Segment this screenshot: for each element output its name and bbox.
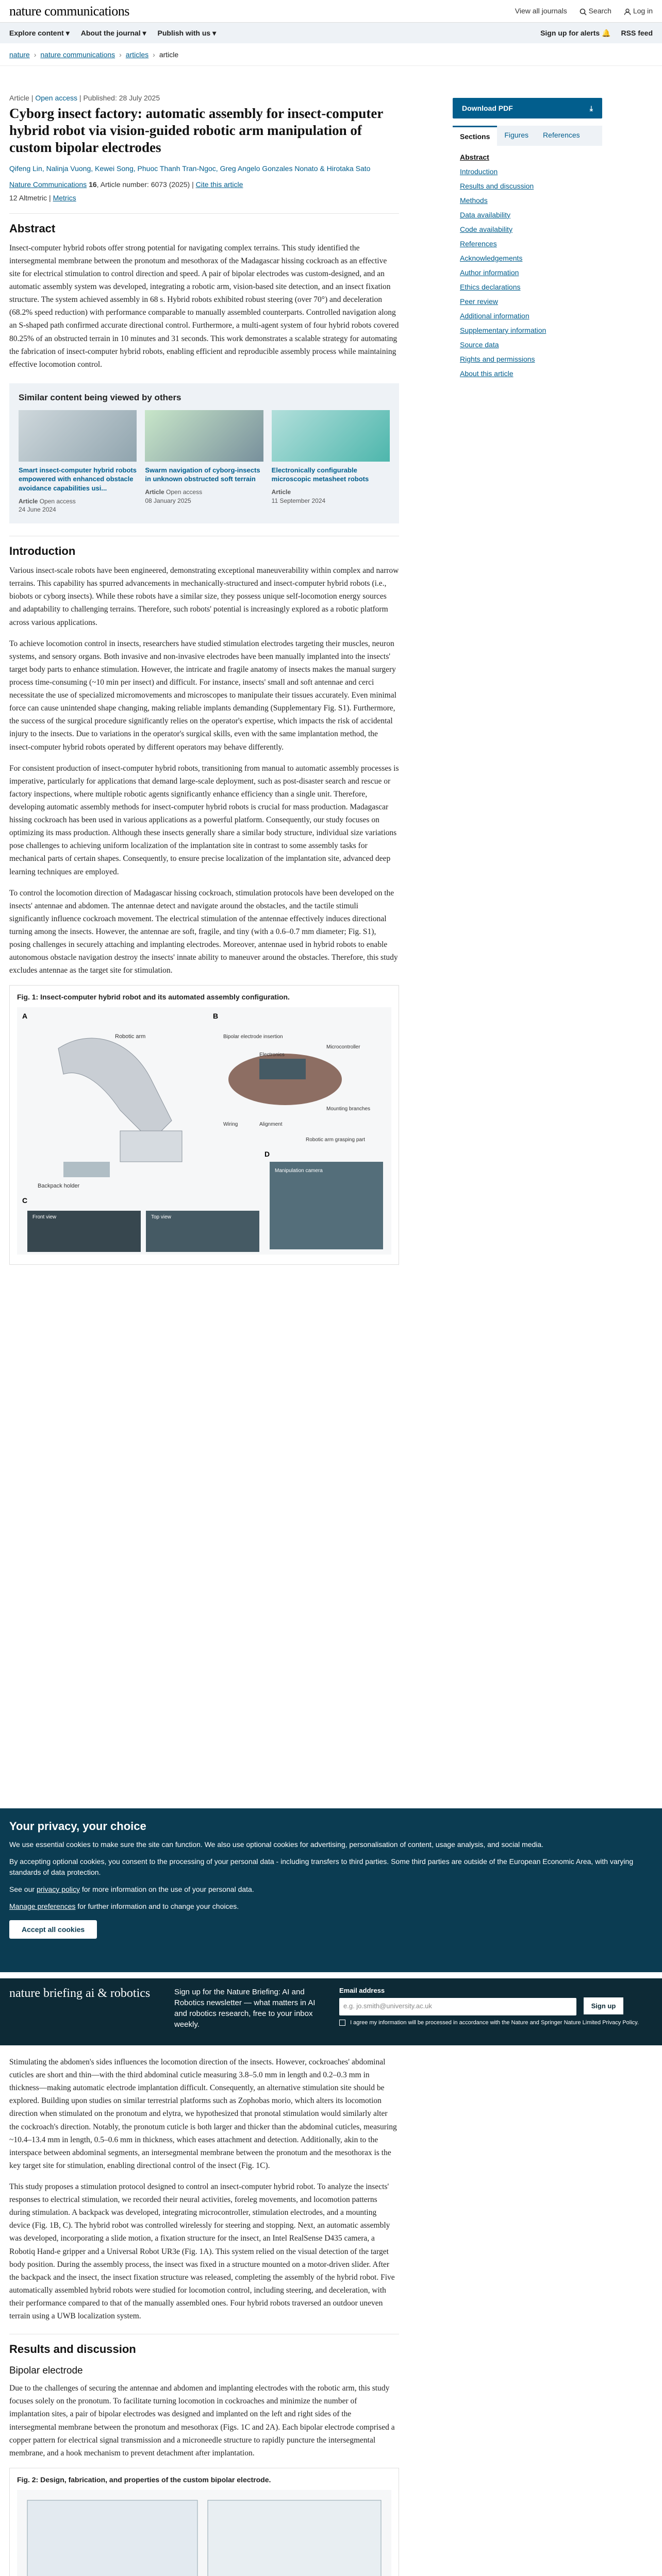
toc-item[interactable]: Ethics declarations xyxy=(460,283,521,291)
breadcrumb-separator: › xyxy=(119,50,122,59)
toc-item[interactable]: Author information xyxy=(460,268,519,277)
similar-thumbnail xyxy=(19,410,137,462)
volume-number: 16 xyxy=(89,180,97,189)
fig1-label: C xyxy=(22,1196,28,1205)
similar-thumbnail xyxy=(272,410,390,462)
nav-publish-with-us-label: Publish with us xyxy=(157,28,211,37)
fig1-label: Robotic arm grasping part xyxy=(306,1137,366,1143)
tab-figures[interactable]: Figures xyxy=(504,131,529,139)
breadcrumb-separator: › xyxy=(153,50,155,59)
manage-preferences-link[interactable]: Manage preferences xyxy=(9,1902,76,1910)
figure-2-caption[interactable]: Fig. 2: Design, fabrication, and properties of the custom bipolar electrode. xyxy=(17,2475,271,2484)
similar-type: Article xyxy=(145,488,164,496)
similar-card[interactable] xyxy=(145,410,263,514)
intro-paragraph: Stimulating the abdomen's sides influences the locomotion direction of the insects. However, cockroaches' abdominal cuticles are short and thin—with the third abdominal cuticle measuring 3.8–5.0 mm in length and 0.2–0.3 mm in thickness—making automatic electrode implantation difficult. Consequently, an alternative stimulation site should be explored. Building upon studies on similar terrestrial platforms such as Zophobas morio, which alters its locomotion direction when stimulated on the pronotum and elytra, we hypothesized that pronotal stimulation would similarly alter the cockroach's direction. Notably, the pronotum cuticle is both larger and thicker than the abdominal cuticles, measuring ~10.4–13.4 mm in length, 0.5–0.6 mm in thickness, which eases attachment and detection. Additionally, akin to the interspace between abdominal segments, an intersegmental membrane between the pronotum and the mesothorax is the key target site for stimulation, enabling directional control of the insect (Fig. 1C). xyxy=(9,2058,397,2170)
similar-thumbnail xyxy=(145,410,263,462)
toc-item[interactable]: Abstract xyxy=(460,153,489,161)
article-number: Article number: 6073 (2025) xyxy=(100,180,190,189)
fig1-label: Robotic arm xyxy=(115,1033,146,1040)
breadcrumb-nature[interactable]: nature xyxy=(9,50,30,59)
fig1-label: Wiring xyxy=(223,1122,238,1128)
download-pdf-label: Download PDF xyxy=(462,104,513,112)
intro-paragraph: Various insect-scale robots have been engineered, demonstrating exceptional maneuverability within complex and narrow terrains. This capability has spurred advancements in mechanically-structured and insect-computer hybrid robots (i.e., biobots or cyborg insects). While these robots have a similar size, they possess unique self-locomotion energy sources and adaptability to challenging terrains. Therefore, such robots' potential is increasingly explored as a robotic platform across various applications. xyxy=(9,566,399,627)
main-nav xyxy=(0,23,662,43)
similar-title[interactable]: Electronically configurable microscopic metasheet robots xyxy=(271,466,369,483)
journal-citation: Nature Communications 16, Article number: 6073 (2025) | Cite this article xyxy=(9,180,243,189)
table-of-contents xyxy=(453,146,602,385)
similar-type: Article xyxy=(19,497,38,505)
breadcrumb-articles[interactable]: articles xyxy=(125,50,149,59)
search-label: Search xyxy=(588,7,611,15)
toc-item[interactable]: Results and discussion xyxy=(460,182,534,190)
user-icon xyxy=(624,8,631,15)
cookie-manage-line xyxy=(9,1901,638,1912)
cookie-privacy-line xyxy=(9,1884,638,1895)
email-field[interactable]: e.g. jo.smith@university.ac.uk xyxy=(339,1998,576,2015)
cookie-text: See our xyxy=(9,1885,35,1893)
journal-link[interactable]: Nature Communications xyxy=(9,180,87,189)
abstract-heading: Abstract xyxy=(9,213,399,235)
similar-meta xyxy=(145,488,263,505)
similar-date: 24 June 2024 xyxy=(19,506,56,514)
view-all-journals-link[interactable]: View all journals xyxy=(515,7,567,15)
toc-item[interactable]: Supplementary information xyxy=(460,326,547,334)
accept-all-cookies-button[interactable]: Accept all cookies xyxy=(9,1920,97,1939)
chevron-down-icon: ▾ xyxy=(65,28,70,37)
sign-up-button[interactable]: Sign up xyxy=(584,1997,624,2014)
briefing-text: Sign up for the Nature Briefing: AI and Robotics newsletter — what matters in AI and robotics research, free to your inbox weekly. xyxy=(174,1988,316,2029)
nav-publish-with-us[interactable] xyxy=(158,29,217,38)
search-link[interactable] xyxy=(580,7,611,15)
login-link[interactable] xyxy=(624,7,653,15)
newsletter-banner xyxy=(0,1978,662,2045)
nav-explore-content[interactable] xyxy=(9,29,70,38)
rss-feed-link[interactable]: RSS feed xyxy=(621,29,653,37)
login-label: Log in xyxy=(633,7,653,15)
download-icon: ⤓ xyxy=(589,104,593,112)
consent-row xyxy=(339,2020,653,2026)
site-logo[interactable]: nature communications xyxy=(9,3,129,19)
cite-this-article-link[interactable]: Cite this article xyxy=(195,180,243,189)
figure-1-image xyxy=(17,1007,391,1255)
search-icon xyxy=(580,8,587,15)
intro-paragraph: For consistent production of insect-computer hybrid robots, transitioning from manual to automatic assembly processes is imperative, particularly for applications that demand large-scale deployment, such as post-disaster search and rescue or factory inspections, where multiple robotic agents significantly enhance efficiency than a single unit. Therefore, developing automatic assembly methods for insect-computer hybrid robots is crucial for mass production. Madagascar hissing cockroach has been used in various applications as a powerful platform. Consequently, our study focuses on optimizing its mass production. Although these insects generally share a similar body structure, individual size variations pose challenges to achieving uniform localization of the implantation site in contrast to some assembly tasks for mechanical parts of certain shapes. Consequently, to ensure precise localization of the implantation site, advanced deep learning techniques are employed. xyxy=(9,764,399,876)
similar-meta xyxy=(272,488,390,505)
cookie-text: We use essential cookies to make sure the site can function. We also use optional cookies for advertising, personalisation of content, usage analysis, and social media. xyxy=(9,1840,544,1849)
figure-1[interactable] xyxy=(9,985,399,1265)
similar-content-panel xyxy=(9,383,399,523)
toc-item[interactable]: Rights and permissions xyxy=(460,355,535,363)
chevron-down-icon: ▾ xyxy=(142,28,146,37)
fig1-label: Manipulation camera xyxy=(275,1168,323,1174)
breadcrumb xyxy=(0,43,662,66)
toc-item[interactable]: Methods xyxy=(460,196,488,205)
top-links xyxy=(515,7,653,15)
toc-item[interactable]: About this article xyxy=(460,369,514,378)
intro-paragraph: To control the locomotion direction of Madagascar hissing cockroach, stimulation protocols have been developed on the insects' antennae and abdomen. The antennae detect and navigate around the obstacles, and the tactile stimuli significantly influence cockroach movement. The electrical stimulation of the antennae effectively induces directional turning among the insects. However, the antennae are soft, fragile, and tiny (with a 0.6–0.7 mm diameter; Fig. S1), posing challenges in securely attaching and implanting electrodes. Moreover, antennae used in hybrid robots to enable autonomous obstacle navigation destroy the insects' innate ability to maneuver around the obstacles. Therefore, this study excludes antennae as the target site for stimulation. xyxy=(9,888,398,975)
nav-about-journal-label: About the journal xyxy=(80,28,141,37)
tab-references[interactable]: References xyxy=(543,131,580,139)
article-continued xyxy=(9,2056,399,2576)
email-label: Email address xyxy=(339,1987,385,1994)
fig1-label: Top view xyxy=(151,1214,171,1221)
figure-1-caption[interactable]: Fig. 1: Insect-computer hybrid robot and its automated assembly configuration. xyxy=(17,993,290,1002)
download-pdf-button[interactable] xyxy=(453,98,602,118)
toc-item[interactable]: Code availability xyxy=(460,225,512,233)
fig1-label: D xyxy=(264,1150,270,1159)
article-sidebar xyxy=(453,98,602,385)
article-title: Cyborg insect factory: automatic assembly for insect-computer hybrid robot via vision-guided robotic arm manipulation of custom bipolar electrodes xyxy=(9,106,383,155)
toc-item[interactable]: Peer review xyxy=(460,297,498,306)
privacy-policy-link[interactable]: privacy policy xyxy=(36,1885,80,1893)
toc-item[interactable]: Additional information xyxy=(460,312,529,320)
similar-meta xyxy=(19,497,137,515)
toc-item[interactable]: Acknowledgements xyxy=(460,254,523,262)
figure-2[interactable] xyxy=(9,2468,399,2576)
results-paragraph: Due to the challenges of securing the antennae and abdomen and implanting electrodes with the robotic arm, this study focuses solely on the pronotum. To facilitate turning locomotion in cockroaches and minimize the number of implantation sites, a pair of bipolar electrodes was designed and implanted on the left and right sides of the intersegmental membrane between the pronotum and mesothorax (Figs. 1C and 2A). Each bipolar electrode comprised a copper pattern for electrical signal transmission and a microneedle structure to rapidly puncture the intersegmental membrane, and a hook mechanism to prevent detachment after implantation. xyxy=(9,2384,395,2458)
similar-access: Open access xyxy=(166,488,203,496)
nav-explore-content-label: Explore content xyxy=(9,28,64,37)
abstract-text: Insect-computer hybrid robots offer strong potential for navigating complex terrains. This study identified the intersegmental membrane between the pronotum and mesothorax of the Madagascar hissing cockroach as an effective site for electrical stimulation to control direction and speed. A pair of bipolar electrodes was custom-designed, and an automatic assembly system was developed, integrating a robotic arm, vision-based site detection, and an insect fixation structure. The system achieved assembly in 68 s. Hybrid robots exhibited robust steering (over 70°) and deceleration (68.2% speed reduction) with performance comparable to manually assembled counterparts. Controlled navigation along an S-shaped path confirmed accurate directional control. Furthermore, a multi-agent system of four hybrid robots covered 80.25% of an obstructed terrain in 10 minutes and 31 seconds. This work demonstrates a scalable strategy for automating the fabrication of insect-computer hybrid robots, enabling efficient and reproducible assembly process while maintaining effective locomotion control. xyxy=(9,243,399,369)
published-date: Published: 28 July 2025 xyxy=(83,94,160,102)
nav-about-journal[interactable] xyxy=(81,29,146,38)
similar-card[interactable] xyxy=(272,410,390,514)
similar-date: 08 January 2025 xyxy=(145,497,191,504)
similar-type: Article xyxy=(271,488,291,496)
briefing-form xyxy=(339,1987,653,2037)
consent-text: I agree my information will be processed in accordance with the Nature and Springer Nature Limited Privacy Policy. xyxy=(350,2020,639,2026)
toc-item[interactable]: Introduction xyxy=(460,167,498,176)
bipolar-electrode-heading: Bipolar electrode xyxy=(9,2365,83,2377)
fig1-label: A xyxy=(22,1012,28,1021)
sign-up-alerts-link[interactable] xyxy=(540,29,610,38)
toc-item[interactable]: Source data xyxy=(460,341,499,349)
metrics-link[interactable]: Metrics xyxy=(53,193,76,202)
results-heading: Results and discussion xyxy=(9,2334,399,2356)
intro-paragraph: To achieve locomotion control in insects, researchers have studied stimulation electrodes targeting their muscles, neuron systems, and sensory organs. Both invasive and non-invasive electrodes have been manually implanted into the insects' target body parts to enhance stimulation. However, the intricate and fragile anatomy of insects makes the manual surgery process time-consuming (~10 min per insect) and difficult. For instance, insects' small and soft antennae and cerci necessitate the use of specialized micromovements and microscopes to manipulate their tissues accurately. Even minimal force can cause unintended shape changing, making reliable implants demanding (Supplementary Fig. S1). Furthermore, the success of the surgical procedure significantly relies on the operator's expertise, which impacts the risk of accidental injury to the insects. Due to variations in the operator's surgical skills, even with the same implantation method, the insect-computer hybrid robots operated by different operators may behave differently. xyxy=(9,639,396,752)
similar-title[interactable]: Smart insect-computer hybrid robots empowered with enhanced obstacle avoidance capabilities usi... xyxy=(19,466,137,492)
figure-2-image xyxy=(17,2490,391,2576)
article-type: Article xyxy=(9,94,29,102)
altmetric-count: 12 Altmetric xyxy=(9,193,47,202)
fig1-label: Front view xyxy=(32,1214,57,1221)
similar-access: Open access xyxy=(39,497,76,505)
author-list[interactable]: Qifeng Lin, Nalinja Vuong, Kewei Song, Phuoc Thanh Tran-Ngoc, Greg Angelo Gonzales Nonato & Hirotaka Sato xyxy=(9,164,371,173)
cookie-text: for more information on the use of your personal data. xyxy=(81,1885,254,1893)
fig1-label: Electronics xyxy=(259,1052,285,1058)
fig1-label: B xyxy=(213,1012,219,1021)
toc-item[interactable]: References xyxy=(460,240,497,248)
site-header xyxy=(0,0,662,23)
bell-icon: 🔔 xyxy=(602,28,611,37)
fig1-label: Mounting branches xyxy=(326,1106,371,1112)
intro-paragraph: This study proposes a stimulation protocol designed to control an insect-computer hybrid robot. To analyze the insects' responses to electrical stimulation, we recorded their neural activities, foreleg movements, and locomotion patterns during stimulation. A backpack was developed, integrating microcontroller, stimulation electrodes, and a mounting device (Fig. 1B, C). The hybrid robot was controlled wirelessly for steering and stopping. Next, an automatic assembly was developed, incorporating a slide motion, a fixation structure for the insect, an Intel RealSense D435 camera, a Robotiq Hand-e gripper and a Universal Robot UR3e (Fig. 1A). This system relied on the visual detection of the target body position. During the assembly process, the insect was fixed in a structure mounted on a motor-driven slider. After the backpack and the insect, the insect fixation structure was released, completing the assembly of the hybrid robot. Five automatically assembled hybrid robots were studied for locomotion control, including steering, and deceleration, with their performance compared to that of the manually assembled ones. Four hybrid robots traversed an outdoor uneven terrain using a UWB localization system. xyxy=(9,2182,395,2321)
open-access-badge[interactable]: Open access xyxy=(35,94,78,102)
cookie-banner xyxy=(0,1808,662,1972)
fig1-label: Backpack holder xyxy=(38,1183,80,1190)
fig1-label: Alignment xyxy=(259,1122,283,1128)
sign-up-alerts-label: Sign up for alerts xyxy=(540,28,600,37)
similar-date: 11 September 2024 xyxy=(271,497,326,504)
similar-content-heading: Similar content being viewed by others xyxy=(19,392,181,402)
metrics-bar: 12 Altmetric | Metrics xyxy=(9,193,76,202)
chevron-down-icon: ▾ xyxy=(212,28,217,37)
breadcrumb-current: article xyxy=(159,50,179,59)
article-meta: Article | Open access | Published: 28 July 2025 xyxy=(9,94,160,102)
cookie-text: for further information and to change your choices. xyxy=(77,1902,239,1910)
cookie-heading: Your privacy, your choice xyxy=(9,1820,146,1833)
breadcrumb-separator: › xyxy=(34,50,37,59)
breadcrumb-journal[interactable]: nature communications xyxy=(40,50,115,59)
consent-checkbox[interactable] xyxy=(339,2020,345,2026)
sidebar-tabs xyxy=(453,126,602,146)
similar-title[interactable]: Swarm navigation of cyborg-insects in unknown obstructed soft terrain xyxy=(145,466,260,483)
article-main xyxy=(9,94,399,1275)
fig1-label: Bipolar electrode insertion xyxy=(223,1034,283,1040)
fig1-label: Microcontroller xyxy=(326,1044,360,1050)
toc-item[interactable]: Data availability xyxy=(460,211,511,219)
similar-card[interactable] xyxy=(19,410,137,514)
cookie-text: By accepting optional cookies, you consent to the processing of your personal data - including transfers to third parties. Some third parties are outside of the European Economic Area, with varying standards of data protection. xyxy=(9,1857,634,1876)
tab-sections[interactable]: Sections xyxy=(453,126,497,146)
briefing-logo: nature briefing ai & robotics xyxy=(9,1987,151,2000)
introduction-heading: Introduction xyxy=(9,536,399,558)
